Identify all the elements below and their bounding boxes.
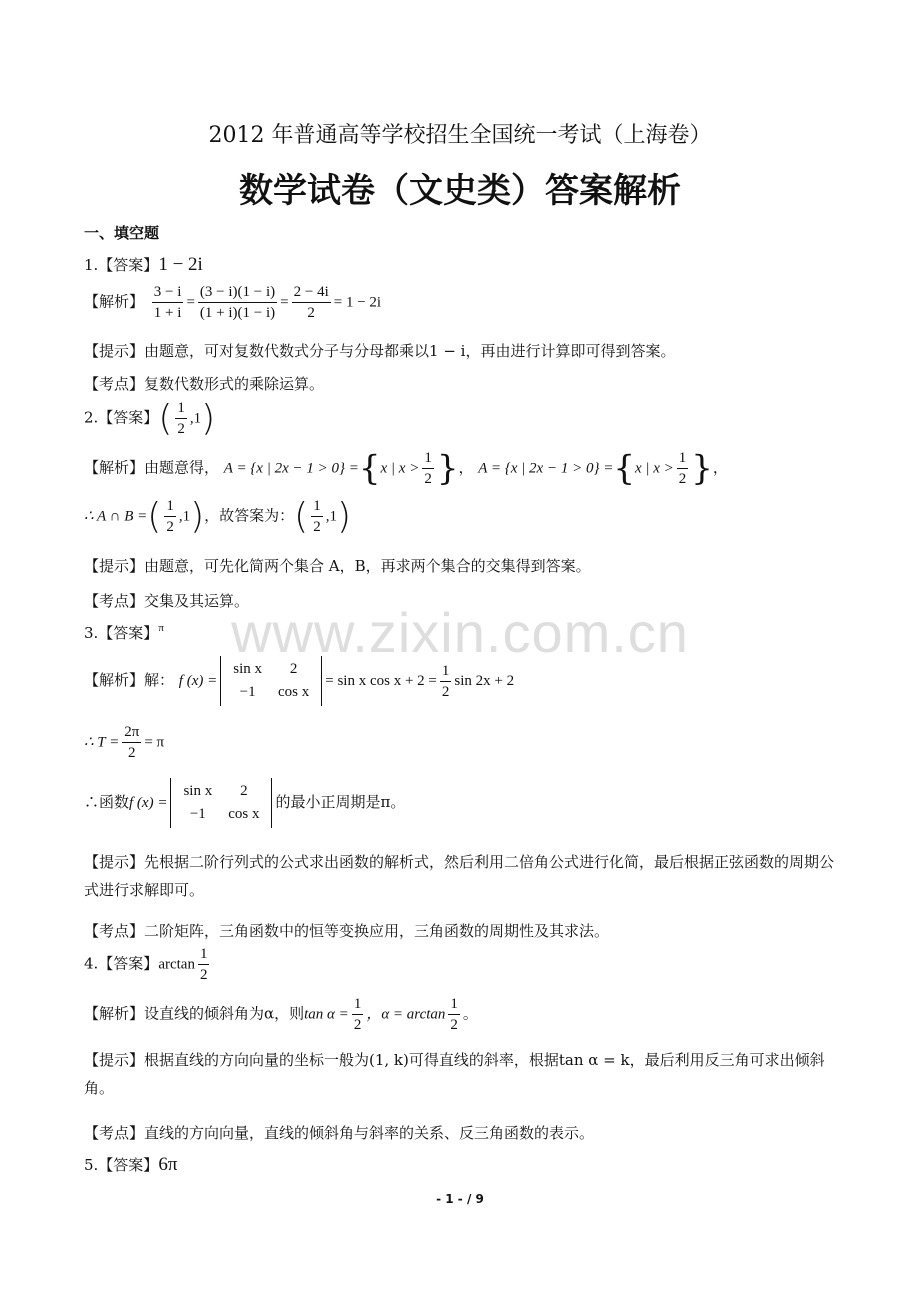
q3-answer-value: π — [158, 622, 164, 634]
q5-answer-label: 5.【答案】 — [84, 1156, 159, 1174]
q2-set-a: A = {x | 2x − 1 > 0} = — [223, 460, 359, 477]
q3-analysis-label: 【解析】解： — [84, 671, 175, 689]
section-heading: 一、填空题 — [84, 224, 160, 242]
q1-fraction-2: $\frac{(3 - i)(1 - i)}{(1 + i)(1 - i)}$ — [199, 284, 276, 321]
q4-point: 【考点】直线的方向向量，直线的倾斜角与斜率的关系、反三角函数的表示。 — [84, 1124, 595, 1142]
q2-analysis: 【解析】由题意得， A = {x | 2x − 1 > 0} ={x | x > $\frac{1}{2}$ }， A = {x | 2x − 1 > 0} ={x | x > $\frac{1}{2}$ }， — [84, 448, 728, 489]
q4-answer: 4.【答案】arctan $\frac{1}{2}$ — [84, 946, 208, 983]
q3-determinant: sin x 2 −1 cos x — [220, 656, 322, 706]
paper-title: 数学试卷（文史类）答案解析 — [239, 171, 681, 211]
q1-point: 【考点】复数代数形式的乘除运算。 — [84, 375, 325, 393]
q3-period: ∴ T = $\frac{2\pi}{2}$ = π — [84, 724, 165, 761]
q1-fraction-3: $\frac{2 - 4i}{2}$ — [293, 284, 329, 321]
q2-answer: 2.【答案】( $\frac{1}{2}$ ,1) — [84, 398, 216, 439]
q2-point: 【考点】交集及其运算。 — [84, 592, 250, 610]
q3-point: 【考点】二阶矩阵，三角函数中的恒等变换应用，三角函数的周期性及其求法。 — [84, 922, 610, 940]
q3-determinant-2: sin x 2 −1 cos x — [170, 778, 272, 828]
q1-analysis-label: 【解析】 — [84, 292, 145, 311]
q2-set-b: A = {x | 2x − 1 > 0} = — [478, 460, 614, 477]
page-number: - 1 - / 9 — [436, 1192, 484, 1206]
q4-answer-label: 4.【答案】 — [84, 954, 159, 973]
q2-intersection: ∴ A ∩ B =( $\frac{1}{2}$ ,1)，故答案为：( $\frac{1}{2}$ ,1) — [84, 496, 351, 537]
q1-answer-value: 1 − 2i — [158, 254, 203, 275]
exam-title: 2012 年普通高等学校招生全国统一考试（上海卷） — [208, 123, 712, 148]
q5-answer-value: 6π — [158, 1154, 178, 1175]
q3-answer-label: 3.【答案】 — [84, 624, 159, 642]
q3-hint: 【提示】先根据二阶行列式的公式求出函数的解析式，然后利用二倍角公式进行化简，最后根据正弦函数的周期公式进行求解即可。 — [84, 853, 835, 899]
q5-answer — [84, 1154, 177, 1176]
q2-analysis-label: 【解析】由题意得， — [84, 458, 220, 477]
q4-hint: 【提示】根据直线的方向向量的坐标一般为(1, k)可得直线的斜率，根据tan α = k，最后利用反三角可求出倾斜角。 — [84, 1051, 825, 1097]
q1-answer — [84, 254, 203, 276]
q1-answer-label: 1.【答案】 — [84, 256, 159, 274]
q4-analysis: 【解析】设直线的倾斜角为α，则tan α = $\frac{1}{2}$ ，α = arctan $\frac{1}{2}$ 。 — [84, 996, 478, 1033]
q1-hint: 【提示】由题意，可对复数代数式分子与分母都乘以1 − i，再由进行计算即可得到答案。 — [84, 342, 676, 360]
q2-answer-label: 2.【答案】 — [84, 408, 159, 427]
q1-fraction-1: $\frac{3 - i}{1 + i}$ — [153, 284, 182, 321]
q3-function: ∴函数f (x) = sin x 2 −1 cos x 的最小正周期是π。 — [84, 778, 405, 828]
q1-analysis: 【解析】 $\frac{3 - i}{1 + i}$ = $\frac{(3 - i)(1 - i)}{(1 + i)(1 - i)}$ = $\frac{2 - 4i}{2}$ = 1 − 2i — [84, 284, 382, 321]
watermark: www.zixin.com.cn — [231, 601, 689, 664]
q2-hint: 【提示】由题意，可先化简两个集合 A，B，再求两个集合的交集得到答案。 — [84, 557, 591, 575]
q1-result: = 1 − 2i — [333, 294, 382, 311]
q2-answer-fraction: $\frac{1}{2}$ — [177, 400, 185, 437]
q3-analysis: 【解析】解： f (x) = sin x 2 −1 cos x = sin x cos x + 2 = $\frac{1}{2}$ sin 2x + 2 — [84, 656, 514, 706]
